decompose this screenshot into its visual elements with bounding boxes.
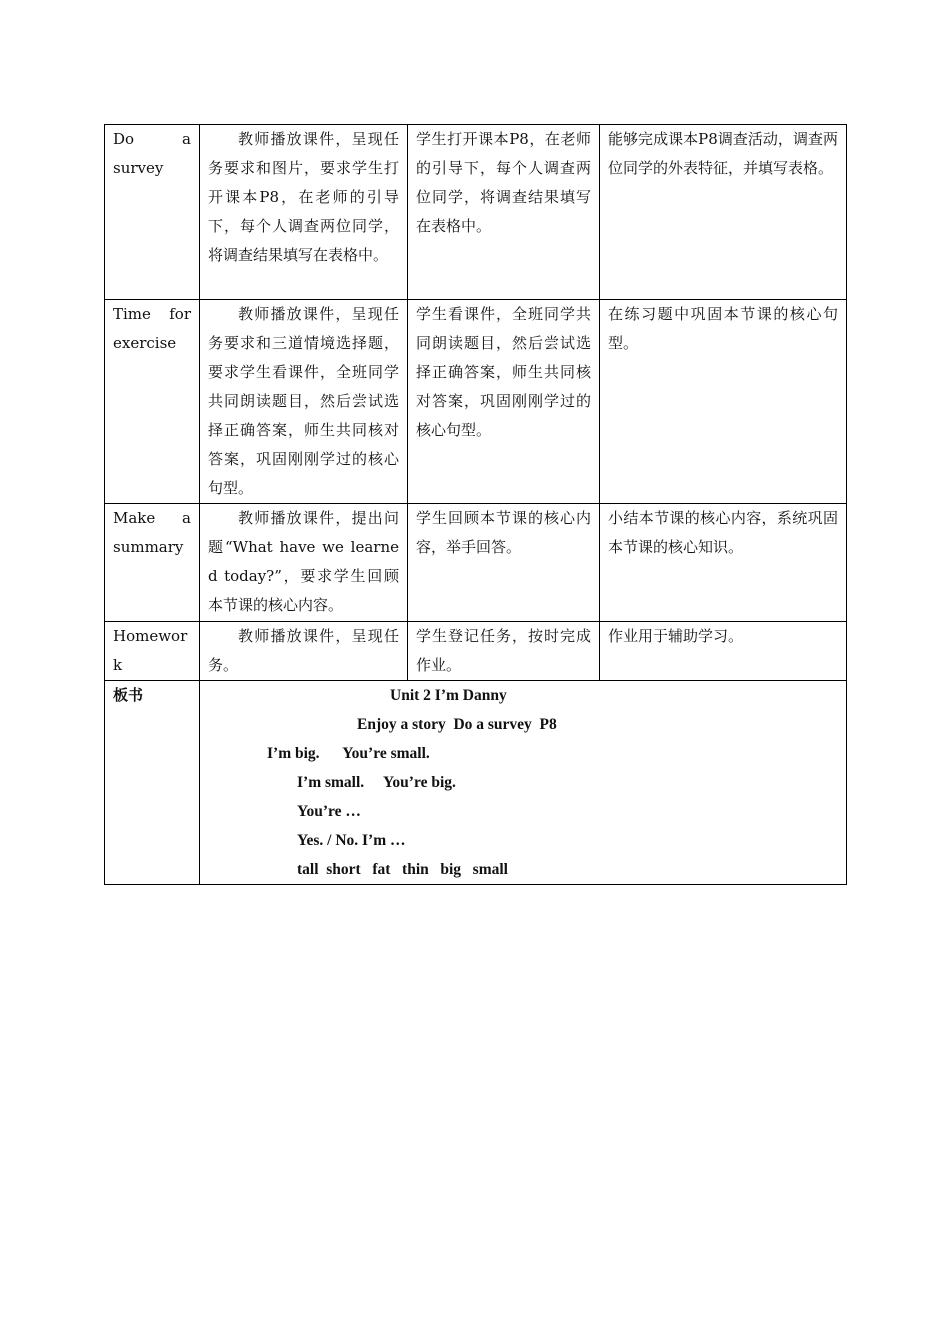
blackboard-line: I’m small. You’re big. [297, 774, 456, 791]
blackboard-label-cell [105, 681, 200, 885]
step-label: summary [113, 538, 184, 556]
purpose-text: 在练习题中巩固本节课的核心句型。 [608, 305, 838, 352]
step-cell [105, 300, 200, 504]
purpose-cell [600, 622, 847, 681]
student-activity-text: 学生回顾本节课的核心内容，举手回答。 [416, 509, 591, 556]
step-label: Make a [113, 509, 191, 527]
purpose-text: 作业用于辅助学习。 [608, 627, 744, 645]
teacher-activity-text: 教师播放课件，呈现任务。 [208, 627, 399, 674]
step-label: exercise [113, 334, 177, 352]
purpose-text: 小结本节课的核心内容，系统巩固本节课的核心知识。 [608, 509, 838, 556]
student-activity-text: 学生打开课本P8，在老师的引导下，每个人调查两位同学，将调查结果填写在表格中。 [416, 130, 591, 235]
blackboard-vocabulary: tall short fat thin big small [297, 861, 508, 878]
student-activity-cell [408, 125, 600, 300]
table-row [105, 504, 847, 622]
student-activity-cell [408, 300, 600, 504]
purpose-cell [600, 504, 847, 622]
blackboard-content [200, 681, 846, 884]
step-label: Time for [113, 305, 191, 323]
purpose-text: 能够完成课本P8调查活动，调查两位同学的外表特征，并填写表格。 [608, 130, 838, 177]
lesson-plan-table [104, 124, 847, 885]
blackboard-subtitle: Enjoy a story Do a survey P8 [357, 716, 557, 733]
teacher-activity-text: 教师播放课件，呈现任务要求和图片，要求学生打开课本P8，在老师的引导下，每个人调查两位同学，将调查结果填写在表格中。 [208, 130, 399, 264]
blackboard-row [105, 681, 847, 885]
step-cell [105, 504, 200, 622]
step-label: survey [113, 159, 164, 177]
table-row [105, 125, 847, 300]
student-activity-text: 学生登记任务，按时完成作业。 [416, 627, 591, 674]
teacher-activity-text: 教师播放课件，提出问题“What have we learned today?”，要求学生回顾本节课的核心内容。 [208, 509, 399, 614]
blackboard-line: Yes. / No. I’m … [297, 832, 406, 849]
table-row [105, 300, 847, 504]
step-label: Homework [113, 627, 188, 674]
step-cell [105, 125, 200, 300]
purpose-cell [600, 300, 847, 504]
blackboard-label: 板书 [113, 686, 144, 704]
student-activity-cell [408, 504, 600, 622]
student-activity-text: 学生看课件，全班同学共同朗读题目，然后尝试选择正确答案，师生共同核对答案，巩固刚刚学过的核心句型。 [416, 305, 591, 439]
blackboard-title: Unit 2 I’m Danny [390, 687, 507, 704]
blackboard-line: I’m big. You’re small. [267, 745, 430, 762]
purpose-cell [600, 125, 847, 300]
blackboard-line: You’re … [297, 803, 361, 820]
teacher-activity-cell [200, 300, 408, 504]
document-page [104, 124, 846, 885]
step-cell [105, 622, 200, 681]
step-label: Do a [113, 130, 191, 148]
student-activity-cell [408, 622, 600, 681]
teacher-activity-cell [200, 125, 408, 300]
table-row [105, 622, 847, 681]
teacher-activity-cell [200, 622, 408, 681]
blackboard-content-cell [200, 681, 847, 885]
teacher-activity-cell [200, 504, 408, 622]
teacher-activity-text: 教师播放课件，呈现任务要求和三道情境选择题，要求学生看课件，全班同学共同朗读题目，然后尝试选择正确答案，师生共同核对答案，巩固刚刚学过的核心句型。 [208, 305, 399, 497]
